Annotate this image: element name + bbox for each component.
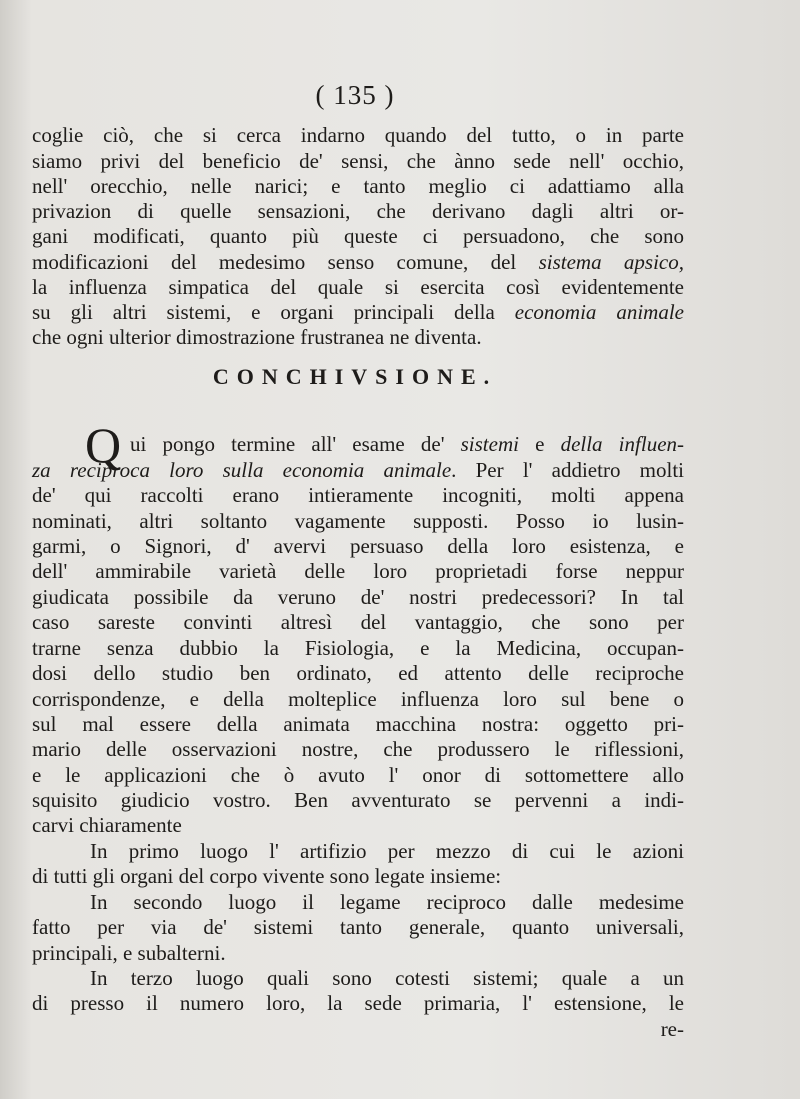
- text-line: [32, 1016, 684, 1042]
- text-segment: In primo luogo l' artifizio per mezzo di cui le azioni: [90, 839, 684, 863]
- text-segment: la influenza simpatica del quale si esercita così evidentemente: [32, 275, 684, 299]
- text-segment: corrispondenze, e della molteplice influenza loro sul bene o: [32, 687, 684, 711]
- text-segment: e: [518, 432, 561, 456]
- text-line: [32, 533, 684, 559]
- text-line: [32, 249, 684, 275]
- text-line: [32, 457, 684, 483]
- text-segment: sul mal essere della animata macchina nostra: oggetto pri-: [32, 712, 684, 736]
- italic-text: sistemi: [460, 432, 519, 456]
- text-line: [32, 990, 684, 1016]
- text-line: [32, 223, 684, 249]
- text-line: [32, 635, 684, 661]
- text-segment: carvi chiaramente: [32, 813, 182, 837]
- text-line: [32, 482, 684, 508]
- text-segment: gani modificati, quanto più queste ci persuadono, che sono: [32, 224, 684, 248]
- text-line: [90, 838, 684, 864]
- text-segment: de' qui raccolti erano intieramente incogniti, molti appena: [32, 483, 684, 507]
- text-segment: dosi dello studio ben ordinato, ed attento delle reciproche: [32, 661, 684, 685]
- text-segment: fatto per via de' sistemi tanto generale, quanto universali,: [32, 915, 684, 939]
- text-line: [32, 609, 684, 635]
- italic-text: della influen-: [560, 432, 685, 456]
- text-line: [32, 762, 684, 788]
- text-segment: su gli altri sistemi, e organi principali della: [32, 300, 515, 324]
- text-line: [32, 299, 684, 325]
- text-line: [32, 736, 684, 762]
- text-line: [130, 431, 684, 457]
- text-line: [32, 914, 684, 940]
- text-line: [32, 324, 684, 350]
- text-segment: ui pongo termine all' esame de': [130, 432, 461, 456]
- text-line: [90, 889, 684, 915]
- text-line: [32, 558, 684, 584]
- text-segment: garmi, o Signori, d' avervi persuaso della loro esistenza, e: [32, 534, 684, 558]
- text-line: [32, 686, 684, 712]
- text-line: [32, 787, 684, 813]
- text-segment: di tutti gli organi del corpo vivente sono legate insieme:: [32, 864, 502, 888]
- text-segment: dell' ammirabile varietà delle loro proprietadi forse neppur: [32, 559, 684, 583]
- text-segment: privazion di quelle sensazioni, che derivano dagli altri or-: [32, 199, 684, 223]
- text-segment: In secondo luogo il legame reciproco dalle medesime: [90, 890, 684, 914]
- text-segment: di presso il numero loro, la sede primaria, l' estensione, le: [32, 991, 684, 1015]
- text-segment: In terzo luogo quali sono cotesti sistemi; quale a un: [90, 966, 684, 990]
- text-line: [32, 584, 684, 610]
- text-line: [32, 173, 684, 199]
- text-segment: trarne senza dubbio la Fisiologia, e la Medicina, occupan-: [32, 636, 684, 660]
- text-segment: re-: [660, 1017, 684, 1041]
- text-line: [32, 863, 684, 889]
- page-number: ( 135 ): [315, 80, 395, 110]
- text-segment: caso sareste convinti altresì del vantaggio, che sono per: [32, 610, 684, 634]
- text-segment: e le applicazioni che ò avuto l' onor di sottomettere allo: [32, 763, 684, 787]
- text-line: [32, 274, 684, 300]
- text-segment: giudicata possibile da veruno de' nostri predecessori? In tal: [32, 585, 684, 609]
- text-segment: . Per l' addietro molti: [451, 458, 684, 482]
- section-heading: CONCHIVSIONE.: [212, 364, 498, 389]
- text-segment: coglie ciò, che si cerca indarno quando del tutto, o in parte: [32, 123, 684, 147]
- text-line: [32, 940, 684, 966]
- italic-text: sistema apsico,: [538, 250, 684, 274]
- text-line: [32, 711, 684, 737]
- text-segment: modificazioni del medesimo senso comune, del: [32, 250, 539, 274]
- text-segment: siamo privi del beneficio de' sensi, che ànno sede nell' occhio,: [32, 149, 684, 173]
- text-line: [32, 198, 684, 224]
- text-line: [90, 965, 684, 991]
- text-segment: nominati, altri soltanto vagamente supposti. Posso io lusin-: [32, 509, 684, 533]
- text-line: [32, 812, 684, 838]
- text-segment: mario delle osservazioni nostre, che produssero le riflessioni,: [32, 737, 684, 761]
- drop-cap: Q: [85, 417, 122, 473]
- text-segment: squisito giudicio vostro. Ben avventurato se pervenni a indi-: [32, 788, 684, 812]
- text-segment: che ogni ulterior dimostrazione frustranea ne diventa.: [32, 325, 482, 349]
- text-line: [32, 122, 684, 148]
- text-segment: principali, e subalterni.: [32, 941, 226, 965]
- italic-text: za reciproca loro sulla economia animale: [32, 458, 452, 482]
- text-line: [32, 660, 684, 686]
- text-line: [32, 508, 684, 534]
- text-line: [32, 148, 684, 174]
- italic-text: economia animale: [514, 300, 684, 324]
- text-segment: nell' orecchio, nelle narici; e tanto meglio ci adattiamo alla: [32, 174, 684, 198]
